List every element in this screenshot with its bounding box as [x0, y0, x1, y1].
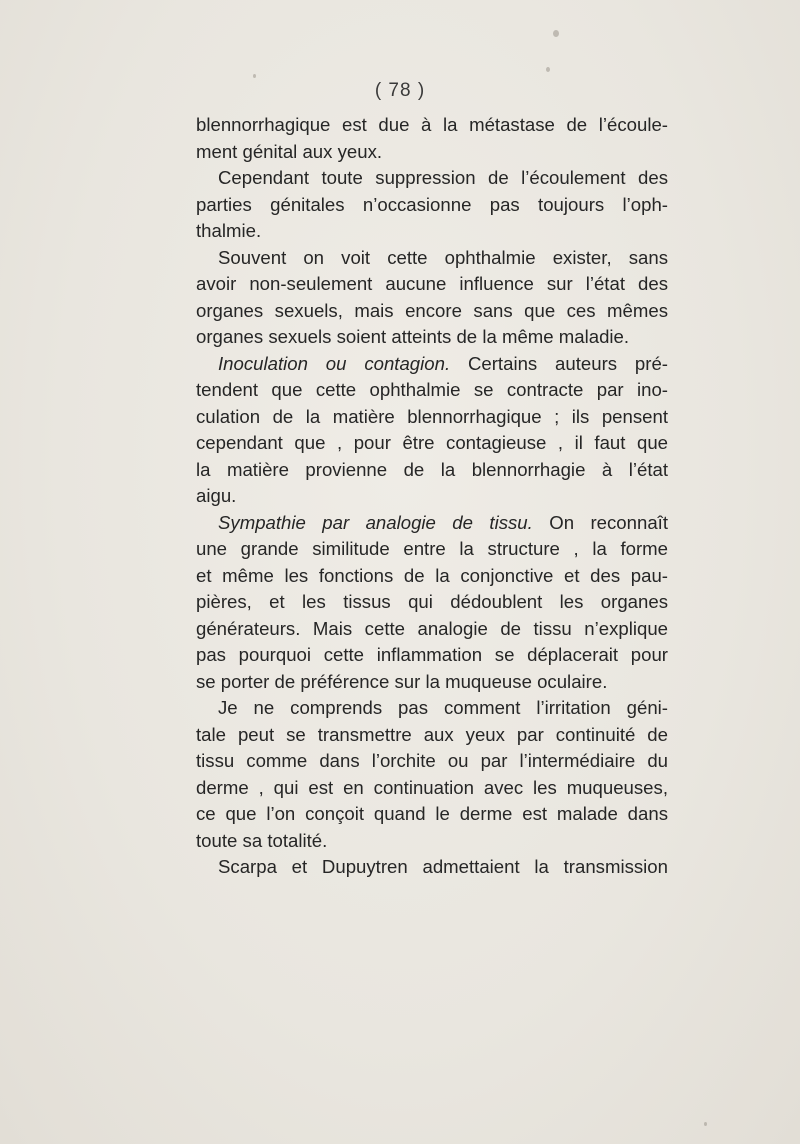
text-run: ce que l’on conçoit quand le derme est malade dans [196, 803, 668, 824]
text-line [196, 510, 668, 537]
text-line [196, 669, 668, 696]
text-line [196, 404, 668, 431]
text-line [196, 722, 668, 749]
text-line [196, 298, 668, 325]
text-line [196, 377, 668, 404]
text-run: une grande similitude entre la structure , la forme [196, 538, 668, 559]
text-line [196, 695, 668, 722]
text-line [196, 165, 668, 192]
text-line [196, 245, 668, 272]
text-run: Cependant toute suppression de l’écoulement des [218, 167, 668, 188]
text-line [196, 430, 668, 457]
text-line [196, 139, 668, 166]
italic-heading: Sympathie par analogie de tissu. [218, 511, 533, 533]
text-run: On reconnaît [532, 511, 668, 533]
text-run: générateurs. Mais cette analogie de tissu n’explique [196, 617, 668, 639]
text-run: toute sa totalité. [196, 829, 328, 851]
text-line [196, 271, 668, 298]
text-line [196, 192, 668, 219]
text-run: Je ne comprends pas comment l’irritation géni- [218, 697, 668, 718]
text-run: blennorrhagique est due à la métastase de l’écoule- [196, 114, 668, 135]
text-run: se porter de préférence sur la muqueuse oculaire. [196, 670, 608, 692]
body-text [196, 112, 668, 881]
text-run: pières, et les tissus qui dédoublent les organes [196, 591, 668, 612]
text-run: tale peut se transmettre aux yeux par continuité de [196, 723, 668, 745]
paper-speck [704, 1122, 707, 1126]
text-run: pas pourquoi cette inflammation se déplacerait pour [196, 644, 668, 665]
text-run: Certains auteurs pré- [450, 352, 668, 374]
text-run: Souvent on voit cette ophthalmie exister, sans [218, 246, 668, 268]
text-line [196, 854, 668, 881]
text-line [196, 457, 668, 484]
text-run: Scarpa et Dupuytren admettaient la transmission [218, 856, 668, 877]
text-run: et même les fonctions de la conjonctive et des pau- [196, 564, 668, 586]
text-line [196, 483, 668, 510]
text-line [196, 351, 668, 378]
paper-speck [546, 67, 550, 72]
text-run: thalmie. [196, 220, 262, 241]
text-run: avoir non-seulement aucune influence sur l’état des [196, 273, 668, 294]
text-run: la matière provienne de la blennorrhagie à l’état [196, 458, 668, 480]
text-line [196, 616, 668, 643]
text-run: aigu. [196, 485, 237, 506]
text-line [196, 324, 668, 351]
text-run: cependant que , pour être contagieuse , il faut que [196, 432, 668, 453]
text-line [196, 218, 668, 245]
text-line [196, 536, 668, 563]
text-line [196, 801, 668, 828]
text-line [196, 828, 668, 855]
italic-heading: Inoculation ou contagion. [218, 352, 451, 374]
text-run: tendent que cette ophthalmie se contracte par ino- [196, 379, 668, 400]
text-run: culation de la matière blennorrhagique ; ils pensent [196, 405, 668, 427]
text-run: organes sexuels, mais encore sans que ces mêmes [196, 299, 668, 321]
text-run: organes sexuels soient atteints de la même maladie. [196, 326, 630, 347]
text-line [196, 112, 668, 139]
text-line [196, 748, 668, 775]
text-run: derme , qui est en continuation avec les muqueuses, [196, 776, 668, 798]
text-run: ment génital aux yeux. [196, 140, 383, 162]
paper-speck [253, 74, 256, 78]
text-line [196, 589, 668, 616]
text-line [196, 775, 668, 802]
text-run: parties génitales n’occasionne pas toujours l’oph- [196, 193, 668, 215]
paper-speck [553, 30, 559, 37]
text-line [196, 642, 668, 669]
text-line [196, 563, 668, 590]
text-run: tissu comme dans l’orchite ou par l’intermédiaire du [196, 750, 668, 771]
page-number: ( 78 ) [374, 80, 426, 101]
